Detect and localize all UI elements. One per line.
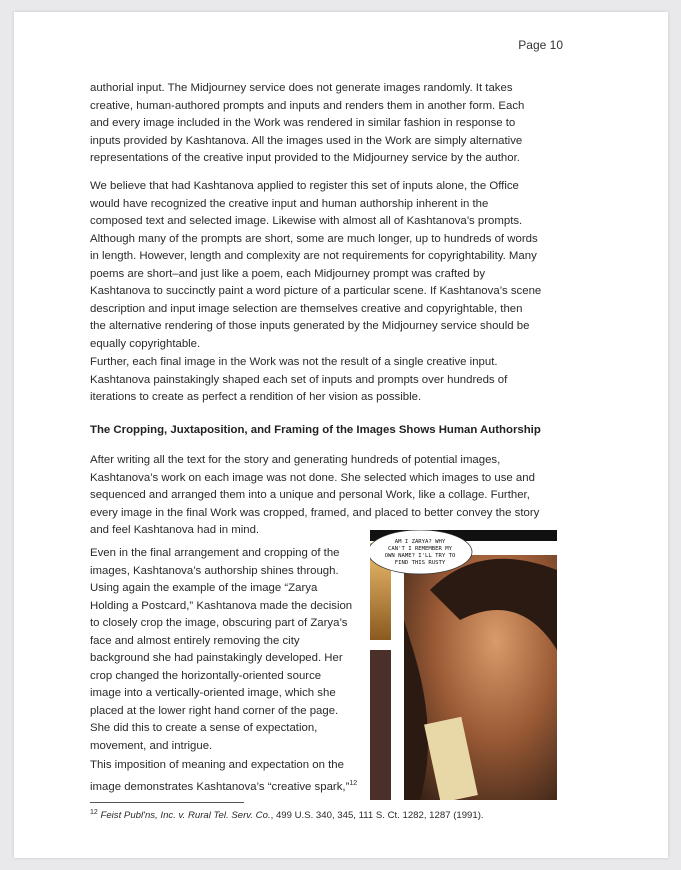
text-line: inputs provided by Kashtanova. All the images used in the Work are simply alternative: [90, 134, 523, 147]
text-line: in length. However, length and complexity are not requirements for copyrightability. Many: [90, 250, 537, 262]
section-heading: The Cropping, Juxtaposition, and Framing of the Images Shows Human Authorship: [90, 424, 541, 436]
text-line: We believe that had Kashtanova applied to register this set of inputs alone, the Office: [90, 180, 519, 192]
text-line: to closely crop the image, obscuring part of Zarya’s: [90, 617, 348, 629]
text-line: would have recognized the creative input and human authorship inherent in the: [90, 197, 489, 210]
text-line: crop changed the horizontally-oriented source: [90, 669, 322, 682]
comic-panel-image: [370, 530, 557, 800]
text-line: iterations to create as perfect a rendition of her vision as possible.: [90, 391, 422, 403]
document-page: [14, 12, 668, 858]
text-line: Using again the example of the image “Zarya: [90, 582, 318, 594]
text-line: description and input image selection are themselves creative and copyrightable, then: [90, 302, 523, 315]
svg-text:AM I ZARYA? WHY: AM I ZARYA? WHY: [394, 539, 446, 545]
speech-bubble: [370, 530, 472, 574]
text-line: placed at the lower right hand corner of the page.: [90, 704, 339, 717]
text-line: authorial input. The Midjourney service does not generate images randomly. It takes: [90, 82, 513, 94]
text-line: equally copyrightable.: [90, 337, 201, 350]
text-line: Kashtanova’s work on each image was not done. She selected which images to use and: [90, 471, 535, 484]
text-line: She did this to create a sense of expectation,: [90, 722, 318, 734]
svg-text:FIND THIS RUSTY: FIND THIS RUSTY: [394, 560, 446, 566]
paragraph-3: [90, 354, 507, 407]
text-line: composed text and selected image. Likewise with almost all of Kashtanova’s prompts.: [90, 215, 523, 227]
footnote: $^{12}$ Feist Publ'ns, Inc. v. Rural Tel. Serv. Co., 499 U.S. 340, 345, 111 S. Ct. 1282, 1287 (1991).: [90, 809, 484, 822]
text-line: every image in the final Work was cropped, framed, and placed to better convey the story: [90, 506, 540, 519]
paragraph-4: [90, 452, 539, 540]
page-number: Page 10: [518, 38, 563, 52]
svg-text:OWN NAME? I'LL TRY TO: OWN NAME? I'LL TRY TO: [384, 553, 456, 559]
text-line: Kashtanova to succinctly paint a word picture of a particular scene. If Kashtanova’s scene: [90, 285, 542, 297]
text-line: sequenced and arranged them into a unique and personal Work, like a collage. Further,: [90, 489, 530, 501]
text-line: representations of the creative input provided to the Midjourney service by the author.: [90, 152, 520, 164]
text-line: creative, human-authored prompts and inputs and renders them in another form. Each: [90, 99, 525, 112]
text-line: background she had painstakingly developed. Her: [90, 652, 343, 664]
text-line: and feel Kashtanova had in mind.: [90, 524, 260, 536]
text-line: Further, each final image in the Work was not the result of a single creative input.: [90, 356, 498, 368]
paragraph-2: [90, 178, 541, 353]
text-line: images, Kashtanova’s authorship shines through.: [90, 564, 339, 577]
text-line: and every image included in the Work was rendered in similar fashion in response to: [90, 117, 516, 129]
text-line: the alternative rendering of those inputs generated by the Midjourney service should be: [90, 320, 530, 332]
text-line: Kashtanova painstakingly shaped each set of inputs and prompts over hundreds of: [90, 373, 508, 386]
paragraph-6: This imposition of meaning and expectation on the image demonstrates Kashtanova’s “creative spark,”$^{12}$: [90, 759, 358, 793]
paragraph-1: [90, 80, 524, 168]
text-line: movement, and intrigue.: [90, 739, 213, 752]
text-line: face and almost entirely removing the city: [90, 634, 300, 647]
text-line: image into a vertically-oriented image, which she: [90, 687, 336, 699]
text-line: Even in the final arrangement and cropping of the: [90, 547, 340, 559]
paragraph-5: [90, 545, 352, 755]
text-line: poems are short–and just like a poem, each Midjourney prompt was crafted by: [90, 267, 486, 280]
text-line: After writing all the text for the story and generating hundreds of potential images,: [90, 454, 501, 466]
text-line: Although many of the prompts are short, some are much longer, up to hundreds of words: [90, 232, 538, 245]
text-line: Holding a Postcard,” Kashtanova made the decision: [90, 599, 353, 612]
svg-text:CAN'T I REMEMBER MY: CAN'T I REMEMBER MY: [388, 546, 452, 552]
footnote-ref: 12: [349, 779, 358, 787]
footnote-divider: [90, 802, 244, 803]
left-panel-lower: [370, 650, 391, 800]
